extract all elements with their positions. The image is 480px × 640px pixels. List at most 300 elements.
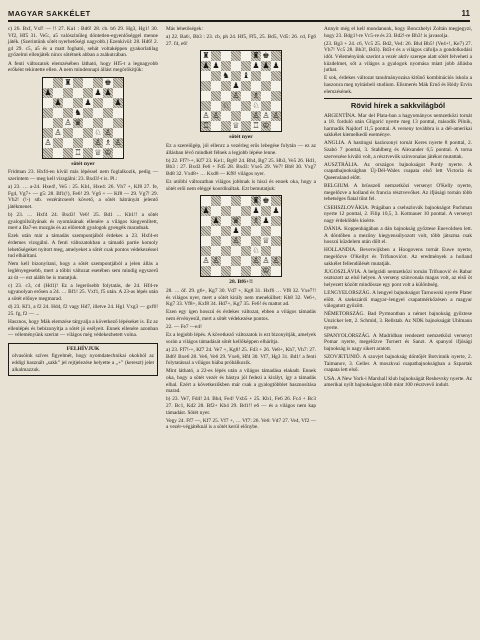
page-number: 11 — [461, 9, 470, 18]
news-item: USA. A New York-i Marshall klub bajnokságát Reshevsky nyerte. Az amerikai nyílt bajnokságon több mint 100 résztvevő indult. — [324, 375, 472, 389]
section-divider — [324, 98, 472, 99]
board-square — [53, 88, 63, 98]
white-pawn-icon: ♙ — [252, 256, 260, 266]
board-square — [231, 206, 241, 216]
news-item: ARGENTÍNA. Mar del Plata-ban a hagyományos nemzetközi tornát a 18. forduló után Gligorić nyerte meg 13 ponttal, második Pilnik, harmadik Najdorf 11,5 ponttal. A verseny továbbra is a dél-amerikai sakkélet kiemelkedő eseménye. — [324, 112, 472, 139]
board-square — [231, 266, 241, 276]
paragraph: a) 23. … a-24. Hxe4!, Ve5 : 25. Kb1, Hxe4: 26. Vh7 +, Kf8 27. fe, Fg4, Vg7+ — g5: 28. Bf1(!), Fe6! 29. Vg6 + — Kf8 — 29. Vg7! 29. Vh2! (!-) stb. vezérátcserét követő, a sötét hátrányát jelentő játékmenet. — [8, 184, 158, 210]
black-king-icon: ♚ — [262, 51, 270, 61]
board-square — [201, 121, 211, 131]
black-knight-icon: ♞ — [74, 107, 82, 117]
board-square — [201, 111, 211, 121]
board-square — [53, 118, 63, 128]
board-square — [211, 111, 221, 121]
board-square — [271, 61, 281, 71]
board-square — [211, 256, 221, 266]
board-square — [241, 216, 251, 226]
board-square — [113, 138, 123, 148]
board-square — [63, 98, 73, 108]
board-square — [221, 206, 231, 216]
board-square — [231, 71, 241, 81]
board-square — [211, 101, 221, 111]
paragraph: Ez a legjobb lépés. A következő változatok is ezt bizonyítják, amelyek során a világos támadását sötét kellőképpen elhárítja. — [166, 332, 316, 345]
board-square — [251, 81, 261, 91]
black-pawn-icon: ♟ — [212, 216, 220, 226]
board-square — [63, 78, 73, 88]
page-header — [8, 7, 470, 20]
board-square — [231, 256, 241, 266]
board-square — [261, 91, 271, 101]
board-square — [201, 61, 211, 71]
board-square — [73, 108, 83, 118]
board-square — [231, 196, 241, 206]
white-bishop-icon: ♗ — [104, 137, 112, 147]
paragraph: Vegy 24. Ff7 —, Kf7 25. Vf7 +, … Vf7: 26. Ve6: Vd7 27. Ve4, Vf2 — a vezér-végjátéknál is a sötét kerül előnybe. — [166, 417, 316, 431]
board-square — [261, 196, 271, 206]
white-pawn-icon: ♙ — [114, 137, 122, 147]
board-square — [241, 236, 251, 246]
black-rook-icon: ♜ — [252, 196, 260, 206]
board-square — [221, 236, 231, 246]
board-square — [231, 101, 241, 111]
paragraph: Mint látható, a 22-es lépés után a világos támadása elakadt. Ennek oka, hogy a sötét vezér és bástya jól fedezi a királyt, így a támadás elhal. Ezért a következőkben már csak a gyalogtöbblet hasznosítása marad. — [166, 368, 316, 395]
paragraph: (23. Bg3 + 24. c6, Vc5 25. Bd2, Ve4: 26. Bh4 Bb5! (Ve4+!, Ke7) 27. Vh7! Vc5 28. Bh3!, Bd3). Bd3-t és a világos cáfolja a gondolkodási időt. Véleményünk szerint a vezér aktív szerepe alatt sötét felveheti a küzdelmet, sőt a világos a gyalogok nyomása miatt jobb állásba juthat. — [324, 40, 472, 74]
board-square — [211, 266, 221, 276]
paragraph: d) 23. Kf1, a f2 24. Hd4, f2 vagy Hd7, illetve 24. Hg1 Vxg3 — gxf6! 25. fg, f2 — ... — [8, 304, 158, 317]
paragraph: Ez utóbbi változatban világos jobbnak is hiszi és ennek oka, hogy a sötét erői nem eléggé koordináltak. Ezt bemutatjuk: — [166, 179, 316, 192]
board-square — [241, 121, 251, 131]
board-square — [231, 121, 241, 131]
board-square — [201, 226, 211, 236]
white-pawn-icon: ♙ — [212, 111, 220, 121]
board-square — [63, 138, 73, 148]
board-square — [261, 226, 271, 236]
black-pawn-icon: ♟ — [84, 97, 92, 107]
board-square — [43, 128, 53, 138]
board-square — [221, 226, 231, 236]
board-square — [251, 91, 261, 101]
white-knight-icon: ♘ — [252, 246, 260, 256]
board-square — [261, 266, 271, 276]
board-square — [241, 196, 251, 206]
board-square — [113, 98, 123, 108]
board-square — [241, 206, 251, 216]
board-square — [211, 206, 221, 216]
board-square — [261, 206, 271, 216]
board-square — [231, 216, 241, 226]
board-square — [251, 121, 261, 131]
black-pawn-icon: ♟ — [252, 206, 260, 216]
white-pawn-icon: ♙ — [232, 236, 240, 246]
board-square — [103, 128, 113, 138]
board-square — [63, 88, 73, 98]
board-square — [261, 111, 271, 121]
board-square — [271, 121, 281, 131]
board-square — [63, 128, 73, 138]
board-square — [261, 61, 271, 71]
board-square — [93, 88, 103, 98]
board-square — [231, 91, 241, 101]
board-square — [83, 138, 93, 148]
board-square — [201, 206, 211, 216]
board-square — [211, 51, 221, 61]
board-square — [211, 81, 221, 91]
board-square — [201, 236, 211, 246]
black-pawn-icon: ♟ — [262, 216, 270, 226]
board-square — [261, 121, 271, 131]
paragraph: Ez a szerelőgép, jól ellenrz a vezérleg erős lebegése folytán — ez az állásban lévő mindkét félnek a legjobb lépése lenne. — [166, 142, 316, 156]
board-square — [251, 51, 261, 61]
board-square — [251, 226, 261, 236]
board-square — [211, 236, 221, 246]
board-square — [93, 98, 103, 108]
white-pawn-icon: ♙ — [232, 91, 240, 101]
board-square — [221, 216, 231, 226]
black-bishop-icon: ♝ — [242, 71, 250, 81]
board-square — [231, 226, 241, 236]
black-king-icon: ♚ — [104, 77, 112, 87]
black-pawn-icon: ♟ — [94, 87, 102, 97]
board-square — [221, 196, 231, 206]
board-square — [271, 111, 281, 121]
paragraph: Annyit még el kell mondanunk, hogy Bonczhelyi Zoltán megjegyzi, hogy 23. Bdg1!-re Vc5-re és 23. Bd2!-re Bh3! is javasolja. — [324, 26, 472, 39]
board-square — [201, 71, 211, 81]
board-square — [231, 81, 241, 91]
board-square — [201, 81, 211, 91]
white-bishop-icon: ♗ — [252, 216, 260, 226]
board-square — [261, 81, 271, 91]
board-square — [221, 111, 231, 121]
board-square — [43, 88, 53, 98]
white-queen-icon: ♕ — [232, 121, 240, 131]
board-square — [251, 266, 261, 276]
board-square — [103, 148, 113, 158]
board-square — [73, 88, 83, 98]
white-pawn-icon: ♙ — [202, 256, 210, 266]
board-square — [93, 118, 103, 128]
board-square — [53, 138, 63, 148]
board-square — [261, 71, 271, 81]
board-square — [241, 111, 251, 121]
news-item: SPANYOLORSZÁG. A Madridban rendezett nemzetközi versenyt Pomar nyerte, megelőzve Tornert és Sanzt. A spanyol ifjúsági bajnokság is nagy sikert aratott. — [324, 332, 472, 353]
white-queen-icon: ♕ — [94, 147, 102, 157]
board-square — [201, 101, 211, 111]
black-king-icon: ♚ — [262, 196, 270, 206]
white-pawn-icon: ♙ — [44, 137, 52, 147]
board-square — [271, 51, 281, 61]
white-king-icon: ♔ — [104, 147, 112, 157]
board-square — [231, 51, 241, 61]
board-square — [201, 216, 211, 226]
board-square — [241, 71, 251, 81]
board-square — [93, 138, 103, 148]
board-square — [251, 206, 261, 216]
white-pawn-icon: ♙ — [104, 127, 112, 137]
board-square — [211, 71, 221, 81]
board-square — [251, 101, 261, 111]
board-square — [83, 98, 93, 108]
paragraph: Hasznos, hogy Mák elemzése tárgyalja a következő lépéseket is. Ez az ellenlépés és bebizonyítja a sötét jó esélyeit. Ennek ellenére azonban — véleményünk szerint — világos még védekezhetett volna. — [8, 318, 158, 339]
board-square — [241, 51, 251, 61]
chess-diagram — [42, 77, 124, 159]
board-square — [113, 118, 123, 128]
board-square — [271, 206, 281, 216]
board-square — [261, 101, 271, 111]
board-square — [231, 236, 241, 246]
paragraph: A fenti változatok elemzésében látható, hogy Hf5-t a legnagyobb erőként tekintette ellen. A nem mindennapi állást megörökítjük: — [8, 60, 158, 74]
diagram-caption: sötét nyer — [229, 134, 253, 141]
black-pawn-icon: ♟ — [104, 87, 112, 97]
paragraph: Ezen egy igen hosszú és érdekes változat, ebben a világos támadás nem érvényesül, mert a sötét védekezése pontos. — [166, 309, 316, 322]
board-square — [53, 108, 63, 118]
board-square — [241, 226, 251, 236]
paragraph: E sok, érdekes változat tanulmányozása kitűnő kombinációs iskola a haszonra meg nyitásbeli studium. Elismerés Mák Ernő és Hódy Ervin elemzésének. — [324, 75, 472, 95]
board-square — [73, 78, 83, 88]
board-square — [83, 88, 93, 98]
black-knight-icon: ♞ — [222, 71, 230, 81]
board-square — [43, 98, 53, 108]
paragraph: Más lehetőségek: — [166, 26, 203, 32]
paragraph: a) 23. Ff7!-+, Kf7 24. Ve7 +, Kg8! 25. Fd3 + 26. Ve8+, Kh7, Vh7: 27. Bd6! Bxe6 28. Ve6, Ve6 29. Vxe6, Hf4 30. Vf7, Hg3 31. Bd1! a fenti folytatással a világos hiába próbálkozik. — [166, 347, 316, 367]
board-square — [261, 216, 271, 226]
board-square — [113, 128, 123, 138]
paragraph: c) 26. Bxf, Vxf! — !! 27. Ka1 : Bd6! 28. cb. b6 29. Hg3, Hg1! 30. Vf2, Hf5 31. Ve5:, a5 valószínűleg döntetlen-egyenlőséggel menne játék. (Szerintünk sötét nyerhetőségi nagyobb.) Ezenkívül: 28. Hd6! 2. g4 29. c5, a5 és a matt fogható, sehát voltaképpen gyakorlatilag győzelmi ellenjáték nincs sötétnek abban a zsákutcában. — [8, 26, 158, 59]
board-square — [53, 148, 63, 158]
black-rook-icon: ♜ — [64, 77, 72, 87]
board-square — [241, 91, 251, 101]
black-pawn-icon: ♟ — [272, 206, 280, 216]
black-pawn-icon: ♟ — [272, 61, 280, 71]
white-pawn-icon: ♙ — [54, 127, 62, 137]
board-square — [251, 71, 261, 81]
board-square — [271, 246, 281, 256]
board-square — [221, 91, 231, 101]
paragraph: b) 22. Ff7!-+, Kf7 23. Ke1:, Bg8! 24. Bh4, Bg7 25. Hb3, Ve5 26. Hd1, Bb3 : 27. Bxd3 Fe6 + Fd5 28. Bxd3: Vxe5 29. Ve7! Bh8 30. Vxg7 Bd8 32. Vxd8+ … Kxd8 — Kf8! világos nyer. — [166, 157, 316, 177]
board-square — [271, 101, 281, 111]
board-square — [271, 236, 281, 246]
white-pawn-icon: ♙ — [262, 111, 270, 121]
board-square — [83, 148, 93, 158]
board-square — [113, 78, 123, 88]
paragraph: Nem kell bizonyítani, hogy a sötét szempontjából a jelen állás a leglényegesebb, mert a többi változat esetében sem mindig egyszerű az út — ezt alább be is mutatjuk. — [8, 261, 158, 281]
board-square — [201, 256, 211, 266]
news-item: CSEHSZLOVÁKIA. Prágában a csehszlovák bajnokságot Pachman nyerte 12 ponttal, 2. Filip 10,5, 3. Kottnauer 10 ponttal. A versenyt nagy érdeklődés kísérte. — [324, 204, 472, 224]
board-square — [211, 196, 221, 206]
board-square — [221, 51, 231, 61]
black-pawn-icon: ♟ — [262, 61, 270, 71]
board-square — [261, 51, 271, 61]
board-square — [73, 128, 83, 138]
black-pawn-icon: ♟ — [114, 97, 122, 107]
paragraph: c) 23. c3, cd (Hd1)! Ez a legerősebb folytatás, de 24. Hf4-re ugyanolyan erősen a 24. … Bf1! 25. Vxf1, f5 után. A 23-as lépés után a sötét előnye megmarad. — [8, 282, 158, 302]
notice-box — [8, 343, 158, 376]
white-rook-icon: ♖ — [74, 147, 82, 157]
black-pawn-icon: ♟ — [252, 61, 260, 71]
news-item: ANGLIA. A hastingsi karácsonyi tornát Keres nyerte 8 ponttal, 2. Szabó 7 ponttal, 3. Stahlberg és Alexander 6,5 ponttal. A torna szervezése kiváló volt, a résztvevők színvonalas játékot mutattak. — [324, 140, 472, 160]
board-square — [73, 118, 83, 128]
board-square — [251, 111, 261, 121]
white-pawn-icon: ♙ — [252, 111, 260, 121]
news-item: AUSZTRÁLIA. Az országos bajnokságot Purdy nyerte. A csapatbajnokságban Új-Dél-Wales csapata első lett Victoria és Queensland előtt. — [324, 161, 472, 182]
board-square — [63, 148, 73, 158]
paragraph: a) 22. Ba6:, Bb3 : 23. cb, ph 24. Hf5, Ff5, 25. Bd5, Vd5: 26. cd, Fg6 27. f4, e6! — [166, 34, 316, 47]
board-square — [113, 108, 123, 118]
board-square — [201, 51, 211, 61]
black-pawn-icon: ♟ — [202, 206, 210, 216]
magazine-title: MAGYAR SAKKÉLET — [8, 9, 91, 18]
board-square — [221, 81, 231, 91]
board-square — [53, 78, 63, 88]
paragraph: Fridman 23. Hxf4-en kívül más lépéssel nem foglalkozik, pedig — szerintem — meg kell vizsgálni: 23. Bxd3!-t is. Pl.: — [8, 169, 158, 182]
board-square — [221, 121, 231, 131]
board-square — [211, 121, 221, 131]
board-square — [103, 78, 113, 88]
board-square — [63, 118, 73, 128]
board-square — [261, 236, 271, 246]
board-square — [103, 118, 113, 128]
paragraph: 28. … öf. 29. g6+, Kg7 30. Vd7 +, Kg8 31. Hxf6 … Vf8 32. Vxe7!! és világos nyer, mert a sötét király nem menekülhet: Kh8 32. Ve6+, Kg7 33. Vf8+, Kxf8 34. Hd7+, Kg7 35. Fe6! és mattot ad. — [166, 287, 316, 308]
news-item: DÁNIA. Koppenhágában a dán bajnokság győztese Enevoldsen lett. A döntőben a mezőny kiegyensúlyozott volt, több játszma csak hosszú küzdelem után dőlt el. — [324, 225, 472, 246]
board-square — [241, 246, 251, 256]
column-right — [324, 26, 472, 390]
board-square — [271, 81, 281, 91]
chess-diagram — [200, 195, 282, 277]
black-queen-icon: ♛ — [232, 216, 240, 226]
board-square — [73, 98, 83, 108]
white-pawn-icon: ♙ — [272, 111, 280, 121]
board-square — [271, 256, 281, 266]
board-square — [93, 148, 103, 158]
board-square — [261, 256, 271, 266]
white-knight-icon: ♘ — [94, 127, 102, 137]
board-square — [231, 246, 241, 256]
white-knight-icon: ♘ — [222, 101, 230, 111]
board-square — [211, 91, 221, 101]
notice-text: olvasóink szíves figyelmét, hogy nyomdatechnikai okokból az eddigi használt „sakk” jel rejtjelezése helyette a „+” (kereszt) jelet alkalmazzuk. — [12, 353, 154, 373]
board-square — [73, 148, 83, 158]
board-square — [221, 266, 231, 276]
board-square — [211, 226, 221, 236]
board-square — [43, 118, 53, 128]
board-square — [93, 78, 103, 88]
board-square — [271, 91, 281, 101]
board-square — [241, 81, 251, 91]
black-pawn-icon: ♟ — [202, 61, 210, 71]
board-square — [83, 108, 93, 118]
white-pawn-icon: ♙ — [64, 117, 72, 127]
board-square — [261, 246, 271, 256]
white-pawn-icon: ♙ — [202, 111, 210, 121]
paragraph: b) 23. … Hxf4 24. Bxd3! Ve6! 25. Bd1 ... Kb1!! a sötét gyalogtúlsúlyának és nyomásának ellenére a világos kiegyenlített, mert a Ba7-es mozgás és az előretolt gyalogok gyengék maradnak. — [8, 212, 158, 232]
board-square — [201, 246, 211, 256]
news-item: SZOVJETUNIÓ. A szovjet bajnokság döntőjét Botvinnik nyerte, 2. Taimanov, 3. Geller. A moszkvai csapatbajnokságban a Szpartak csapata lett első. — [324, 354, 472, 374]
white-pawn-icon: ♙ — [212, 256, 220, 266]
board-square — [63, 108, 73, 118]
board-square — [271, 266, 281, 276]
section-heading: Rövid hírek a sakkvilágból — [350, 100, 446, 110]
board-square — [93, 108, 103, 118]
notice-title: FELHÍVJUK — [66, 345, 100, 352]
board-square — [83, 78, 93, 88]
board-square — [83, 118, 93, 128]
board-square — [93, 128, 103, 138]
white-pawn-icon: ♙ — [94, 137, 102, 147]
column-left — [8, 26, 158, 376]
board-square — [271, 196, 281, 206]
white-rook-icon: ♖ — [202, 121, 210, 131]
board-square — [201, 266, 211, 276]
board-square — [241, 266, 251, 276]
board-square — [251, 246, 261, 256]
board-square — [251, 216, 261, 226]
black-rook-icon: ♜ — [202, 51, 210, 61]
board-square — [231, 61, 241, 71]
news-item: NÉMETORSZÁG. Bad Pyrmontban a német bajnokság győztese Unzicker lett, 2. Schmid, 3. Rellstab. Az NDK bajnokságát Uhlmann nyerte. — [324, 311, 472, 331]
board-square — [211, 216, 221, 226]
board-square — [231, 111, 241, 121]
black-pawn-icon: ♟ — [232, 81, 240, 91]
board-square — [201, 91, 211, 101]
white-king-icon: ♔ — [262, 266, 270, 276]
diagram-caption: 28. Bf6+!! — [229, 279, 253, 286]
news-item: BELGIUM. A brüsszeli nemzetközi versenyt O'Kelly nyerte, megelőzve a holland és francia résztvevőket. Az ifjúsági tornán több tehetséges fiatal tűnt fel. — [324, 183, 472, 203]
board-square — [53, 128, 63, 138]
board-square — [103, 108, 113, 118]
board-square — [271, 226, 281, 236]
board-square — [43, 138, 53, 148]
header-rule — [8, 20, 470, 22]
board-square — [241, 256, 251, 266]
black-pawn-icon: ♟ — [212, 61, 220, 71]
board-square — [221, 61, 231, 71]
board-square — [271, 71, 281, 81]
white-king-icon: ♔ — [262, 121, 270, 131]
board-square — [251, 256, 261, 266]
white-queen-icon: ♕ — [262, 236, 270, 246]
news-item: HOLLANDIA. Beverwijkben a Hoogovens tornát Euwe nyerte, megelőzve O'Kellyt és Trifunovićot. Az eredmények a holland sakkélet fellendülését mutatják. — [324, 247, 472, 267]
black-pawn-icon: ♟ — [232, 226, 240, 236]
white-rook-icon: ♖ — [252, 121, 260, 131]
board-square — [221, 101, 231, 111]
black-pawn-icon: ♟ — [44, 87, 52, 97]
board-square — [221, 246, 231, 256]
black-pawn-icon: ♟ — [54, 97, 62, 107]
paragraph: Ezek után már a támadás szempontjából érdekes a 23. Hxf4-et érdemes vizsgálni. A fenti változatokban a támadó partie komoly lehetőségeket nyitott meg, amelyeket a sötét csak pontos védekezéssel tud elhárítani. — [8, 233, 158, 260]
chess-diagram — [200, 50, 282, 132]
white-pawn-icon: ♙ — [262, 256, 270, 266]
paragraph: 22. — Fe7 —e4! — [166, 324, 202, 331]
board-square — [251, 61, 261, 71]
black-rook-icon: ♜ — [252, 51, 260, 61]
board-square — [241, 61, 251, 71]
board-square — [43, 148, 53, 158]
board-square — [53, 98, 63, 108]
board-square — [73, 138, 83, 148]
board-square — [251, 236, 261, 246]
board-square — [211, 246, 221, 256]
board-square — [43, 108, 53, 118]
column-middle — [166, 26, 316, 433]
board-square — [241, 101, 251, 111]
board-square — [211, 61, 221, 71]
paragraph: b) 23. Ve7, Fd4! 24. Bb4, Fe4! Vxb5 + 25. Kb1, Fe6 26. Fc4 + Bc3 27. Bc1, Kd2 28. Bf2+ Kb4 29. Bd1!! e6 — és a világos nem kap támadást. Sötét nyer. — [166, 396, 316, 416]
black-queen-icon: ♛ — [74, 117, 82, 127]
board-square — [113, 88, 123, 98]
board-square — [103, 138, 113, 148]
board-square — [43, 78, 53, 88]
news-item: LENGYELORSZÁG. A lengyel bajnokságot Tarnowski nyerte Plater előtt. A szekszárdi magyar–lengyel csapatmérkőzésen a magyar válogatott győzött. — [324, 290, 472, 310]
board-square — [83, 128, 93, 138]
